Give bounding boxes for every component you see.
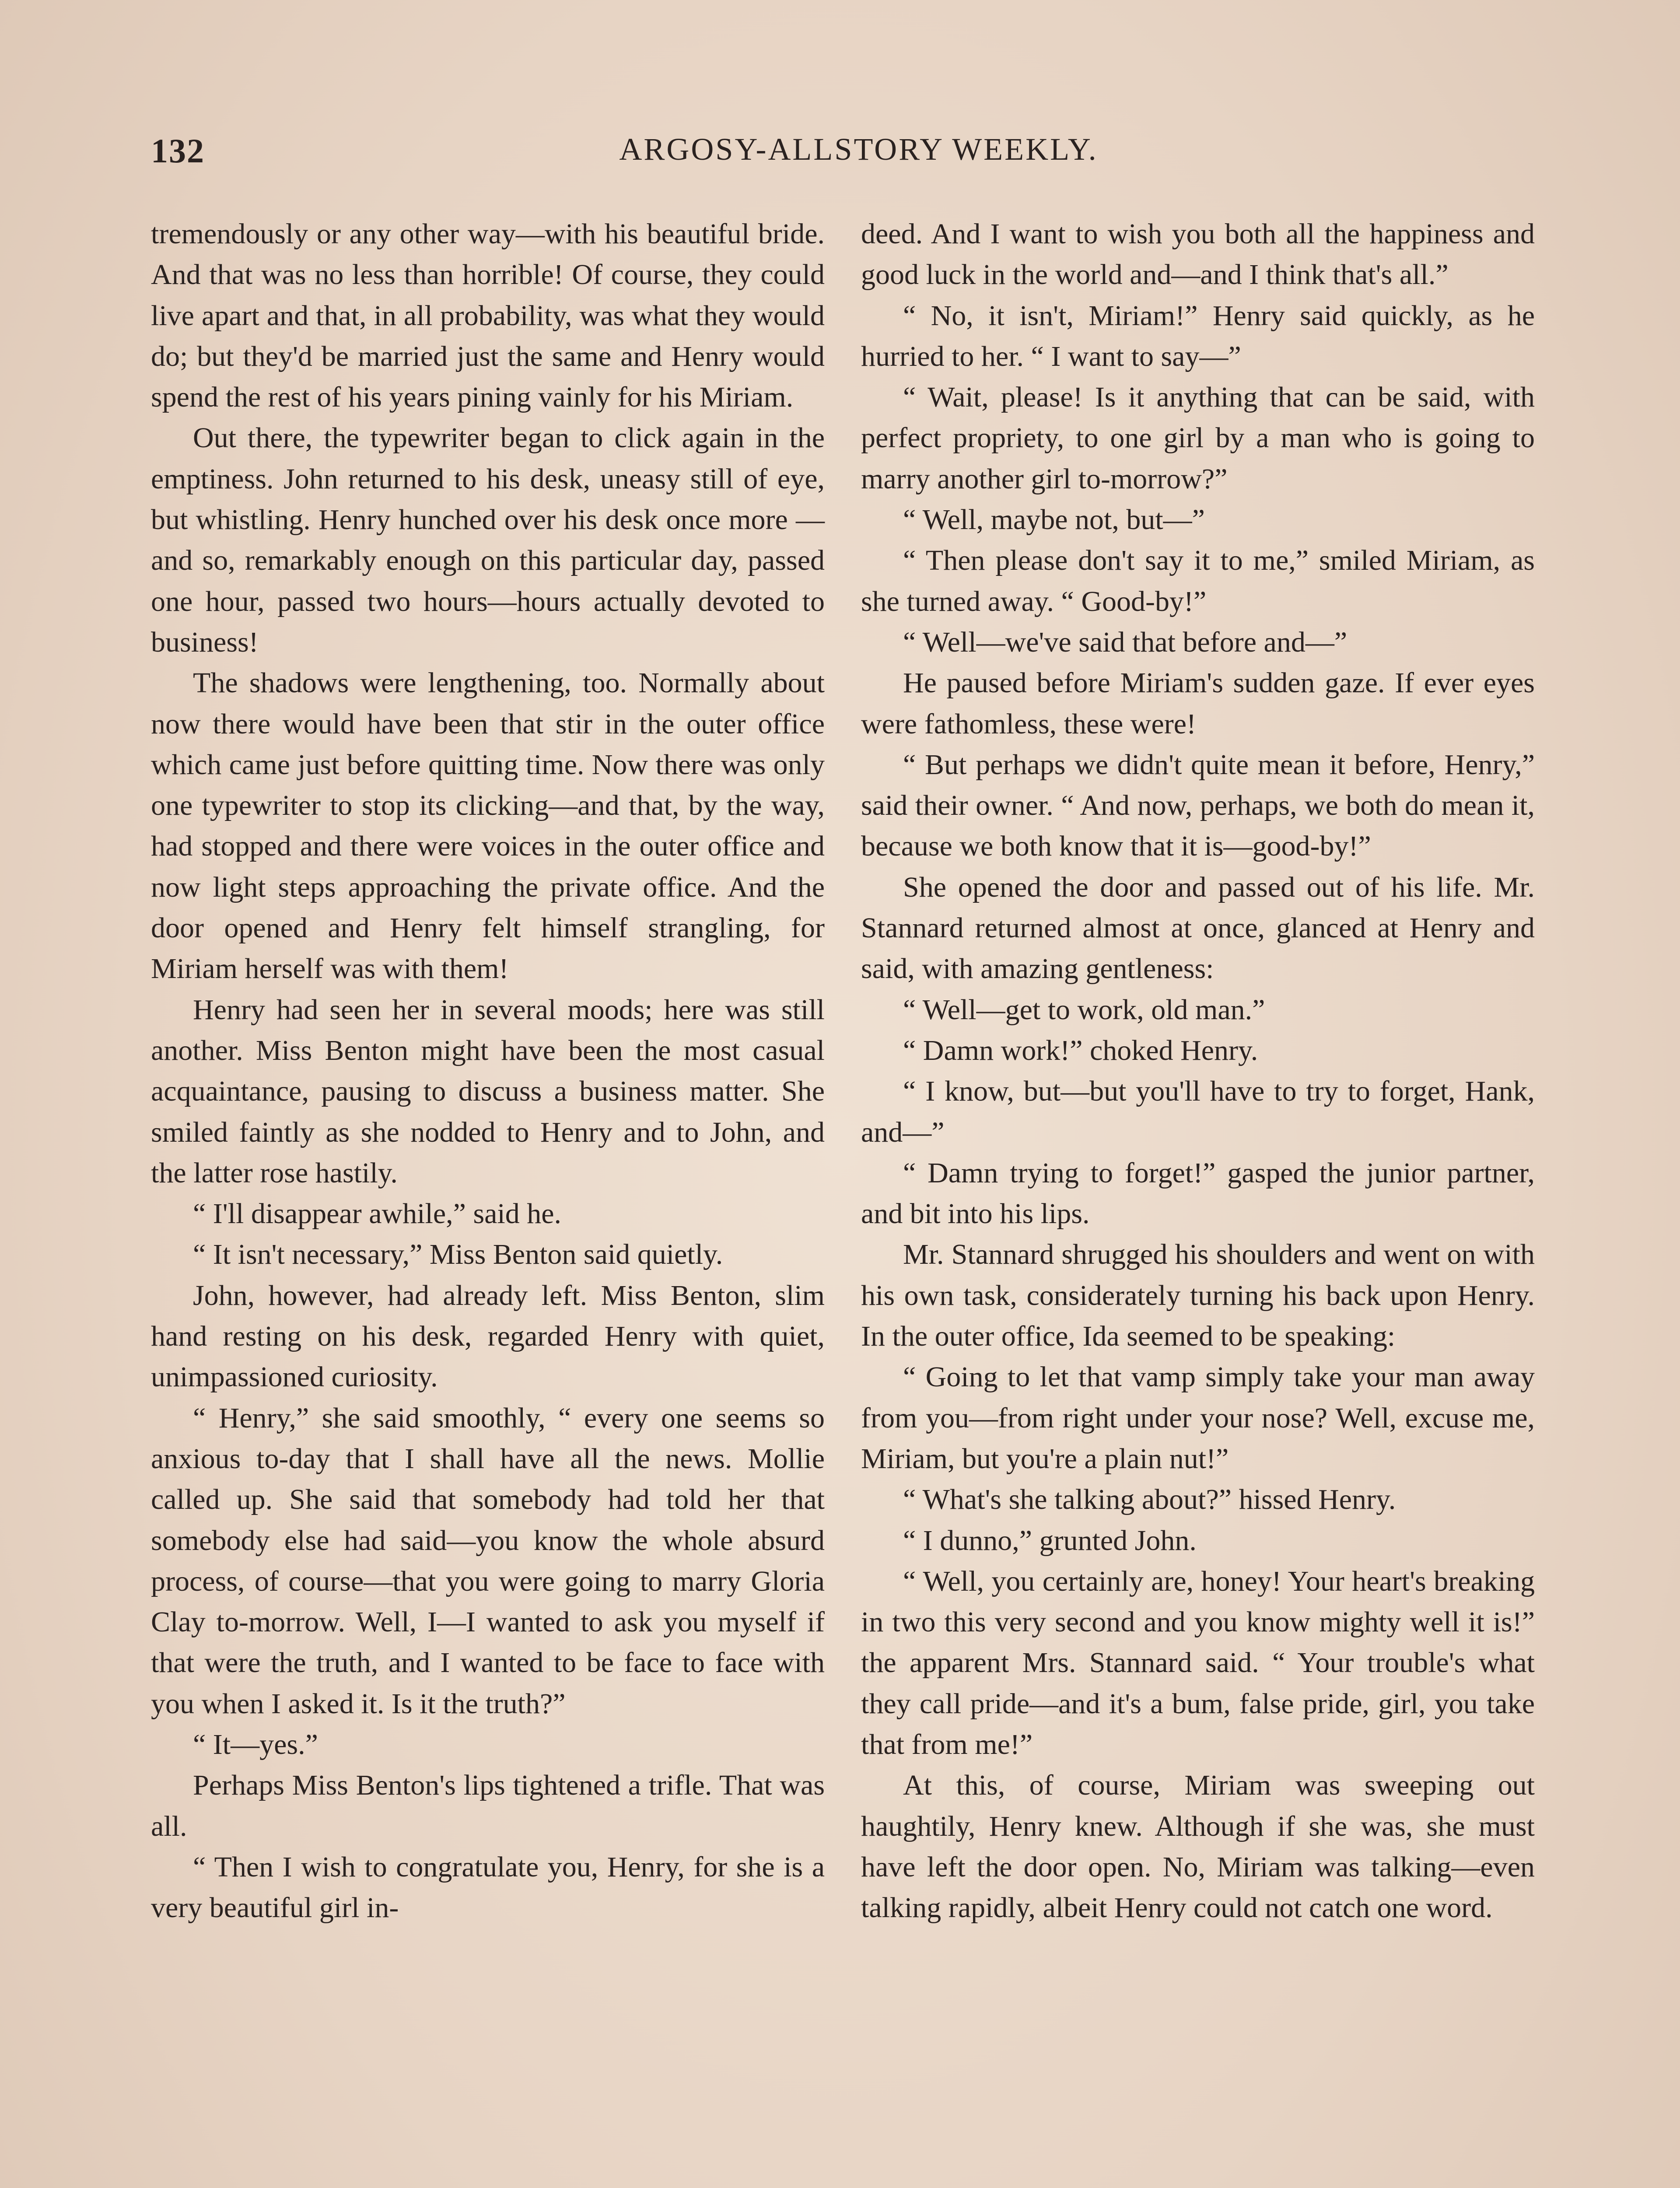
paragraph: John, however, had already left. Miss Benton, slim hand resting on his desk, regarded Henry with quiet, unimpassioned curiosity. [151,1279,825,1393]
paragraph: “ Damn work!” choked Henry. [903,1034,1258,1066]
paragraph: He paused before Miriam's sudden gaze. If ever eyes were fathomless, these were! [861,667,1535,740]
paragraph: “ Well—we've said that before and—” [903,626,1348,658]
paragraph: “ No, it isn't, Miriam!” Henry said quickly, as he hurried to her. “ I want to say—” [861,299,1535,372]
page-number: 132 [151,132,205,170]
paragraph: deed. And I want to wish you both all the happiness and good luck in the world and—and I think that's all.” [861,218,1535,291]
paragraph: Out there, the typewriter began to click again in the emptiness. John returned to his desk, uneasy still of eye, but whistling. Henry hunched over his desk once more —and so, remarkably enough on this particular day, passed one hour, passed two hours—hours actually devoted to business! [151,422,825,658]
paragraph: “ Henry,” she said smoothly, “ every one seems so anxious to-day that I shall have all the news. Mollie called up. She said that somebody had told her that somebody else had said—you know the whole absurd process, of course—that you were going to marry Gloria Clay to-morrow. Well, I—I wanted to ask you myself if that were the truth, and I wanted to be face to face with you when I asked it. Is it the truth?” [151,1402,825,1720]
paragraph: “ I know, but—but you'll have to try to forget, Hank, and—” [861,1075,1535,1148]
paragraph: “ It isn't necessary,” Miss Benton said quietly. [193,1238,723,1271]
paragraph: “ I dunno,” grunted John. [903,1524,1197,1557]
paragraph: “ Well, maybe not, but—” [903,504,1205,536]
paragraph: “ But perhaps we didn't quite mean it before, Henry,” said their owner. “ And now, perhaps, we both do mean it, because we both know that it is—good-by!” [861,748,1535,863]
paragraph: The shadows were lengthening, too. Normally about now there would have been that stir in the outer office which came just before quitting time. Now there was only one typewriter to stop its clicking—and that, by the way, had stopped and there were voices in the outer office and now light steps approaching the private office. And the door opened and Henry felt himself strangling, for Miriam herself was with them! [151,667,825,985]
paragraph: “ Then please don't say it to me,” smiled Miriam, as she turned away. “ Good-by!” [861,544,1535,617]
paragraph: At this, of course, Miriam was sweeping out haughtily, Henry knew. Although if she was, she must have left the door open. No, Miriam was talking—even talking rapidly, albeit Henry could not catch one word. [861,1769,1535,1924]
paragraph: “ Well, you certainly are, honey! Your heart's breaking in two this very second and you know mighty well it is!” the apparent Mrs. Stannard said. “ Your trouble's what they call pride—and it's a bum, false pride, girl, you take that from me!” [861,1565,1535,1760]
paragraph: “ It—yes.” [193,1728,318,1760]
paragraph: “ Damn trying to forget!” gasped the junior partner, and bit into his lips. [861,1157,1535,1230]
left-column [151,214,825,1928]
paragraph: tremendously or any other way—with his beautiful bride. And that was no less than horrible! Of course, they could live apart and that, in all probability, was what they would do; but they'd be married just the same and Henry would spend the rest of his years pining vainly for his Miriam. [151,218,825,414]
paragraph: Perhaps Miss Benton's lips tightened a trifle. That was all. [151,1769,825,1842]
paragraph: Mr. Stannard shrugged his shoulders and went on with his own task, considerately turning his back upon Henry. In the outer office, Ida seemed to be speaking: [861,1238,1535,1353]
paragraph: She opened the door and passed out of his life. Mr. Stannard returned almost at once, glanced at Henry and said, with amazing gentleness: [861,871,1535,985]
paragraph: “ Going to let that vamp simply take your man away from you—from right under your nose? Well, excuse me, Miriam, but you're a plain nut!” [861,1361,1535,1475]
paragraph: “ I'll disappear awhile,” said he. [193,1198,562,1230]
paragraph: Henry had seen her in several moods; here was still another. Miss Benton might have been the most casual acquaintance, pausing to discuss a business matter. She smiled faintly as she nodded to Henry and to John, and the latter rose hastily. [151,993,825,1189]
paragraph: “ Wait, please! Is it anything that can be said, with perfect propriety, to one girl by a man who is going to marry another girl to-morrow?” [861,381,1535,495]
page-header [151,131,1566,184]
paragraph: “ What's she talking about?” hissed Henry. [903,1483,1396,1516]
right-column [861,214,1535,1928]
paragraph: “ Then I wish to congratulate you, Henry, for she is a very beautiful girl in- [151,1851,825,1924]
paragraph: “ Well—get to work, old man.” [903,993,1265,1026]
running-head: ARGOSY-ALLSTORY WEEKLY. [619,132,1098,167]
